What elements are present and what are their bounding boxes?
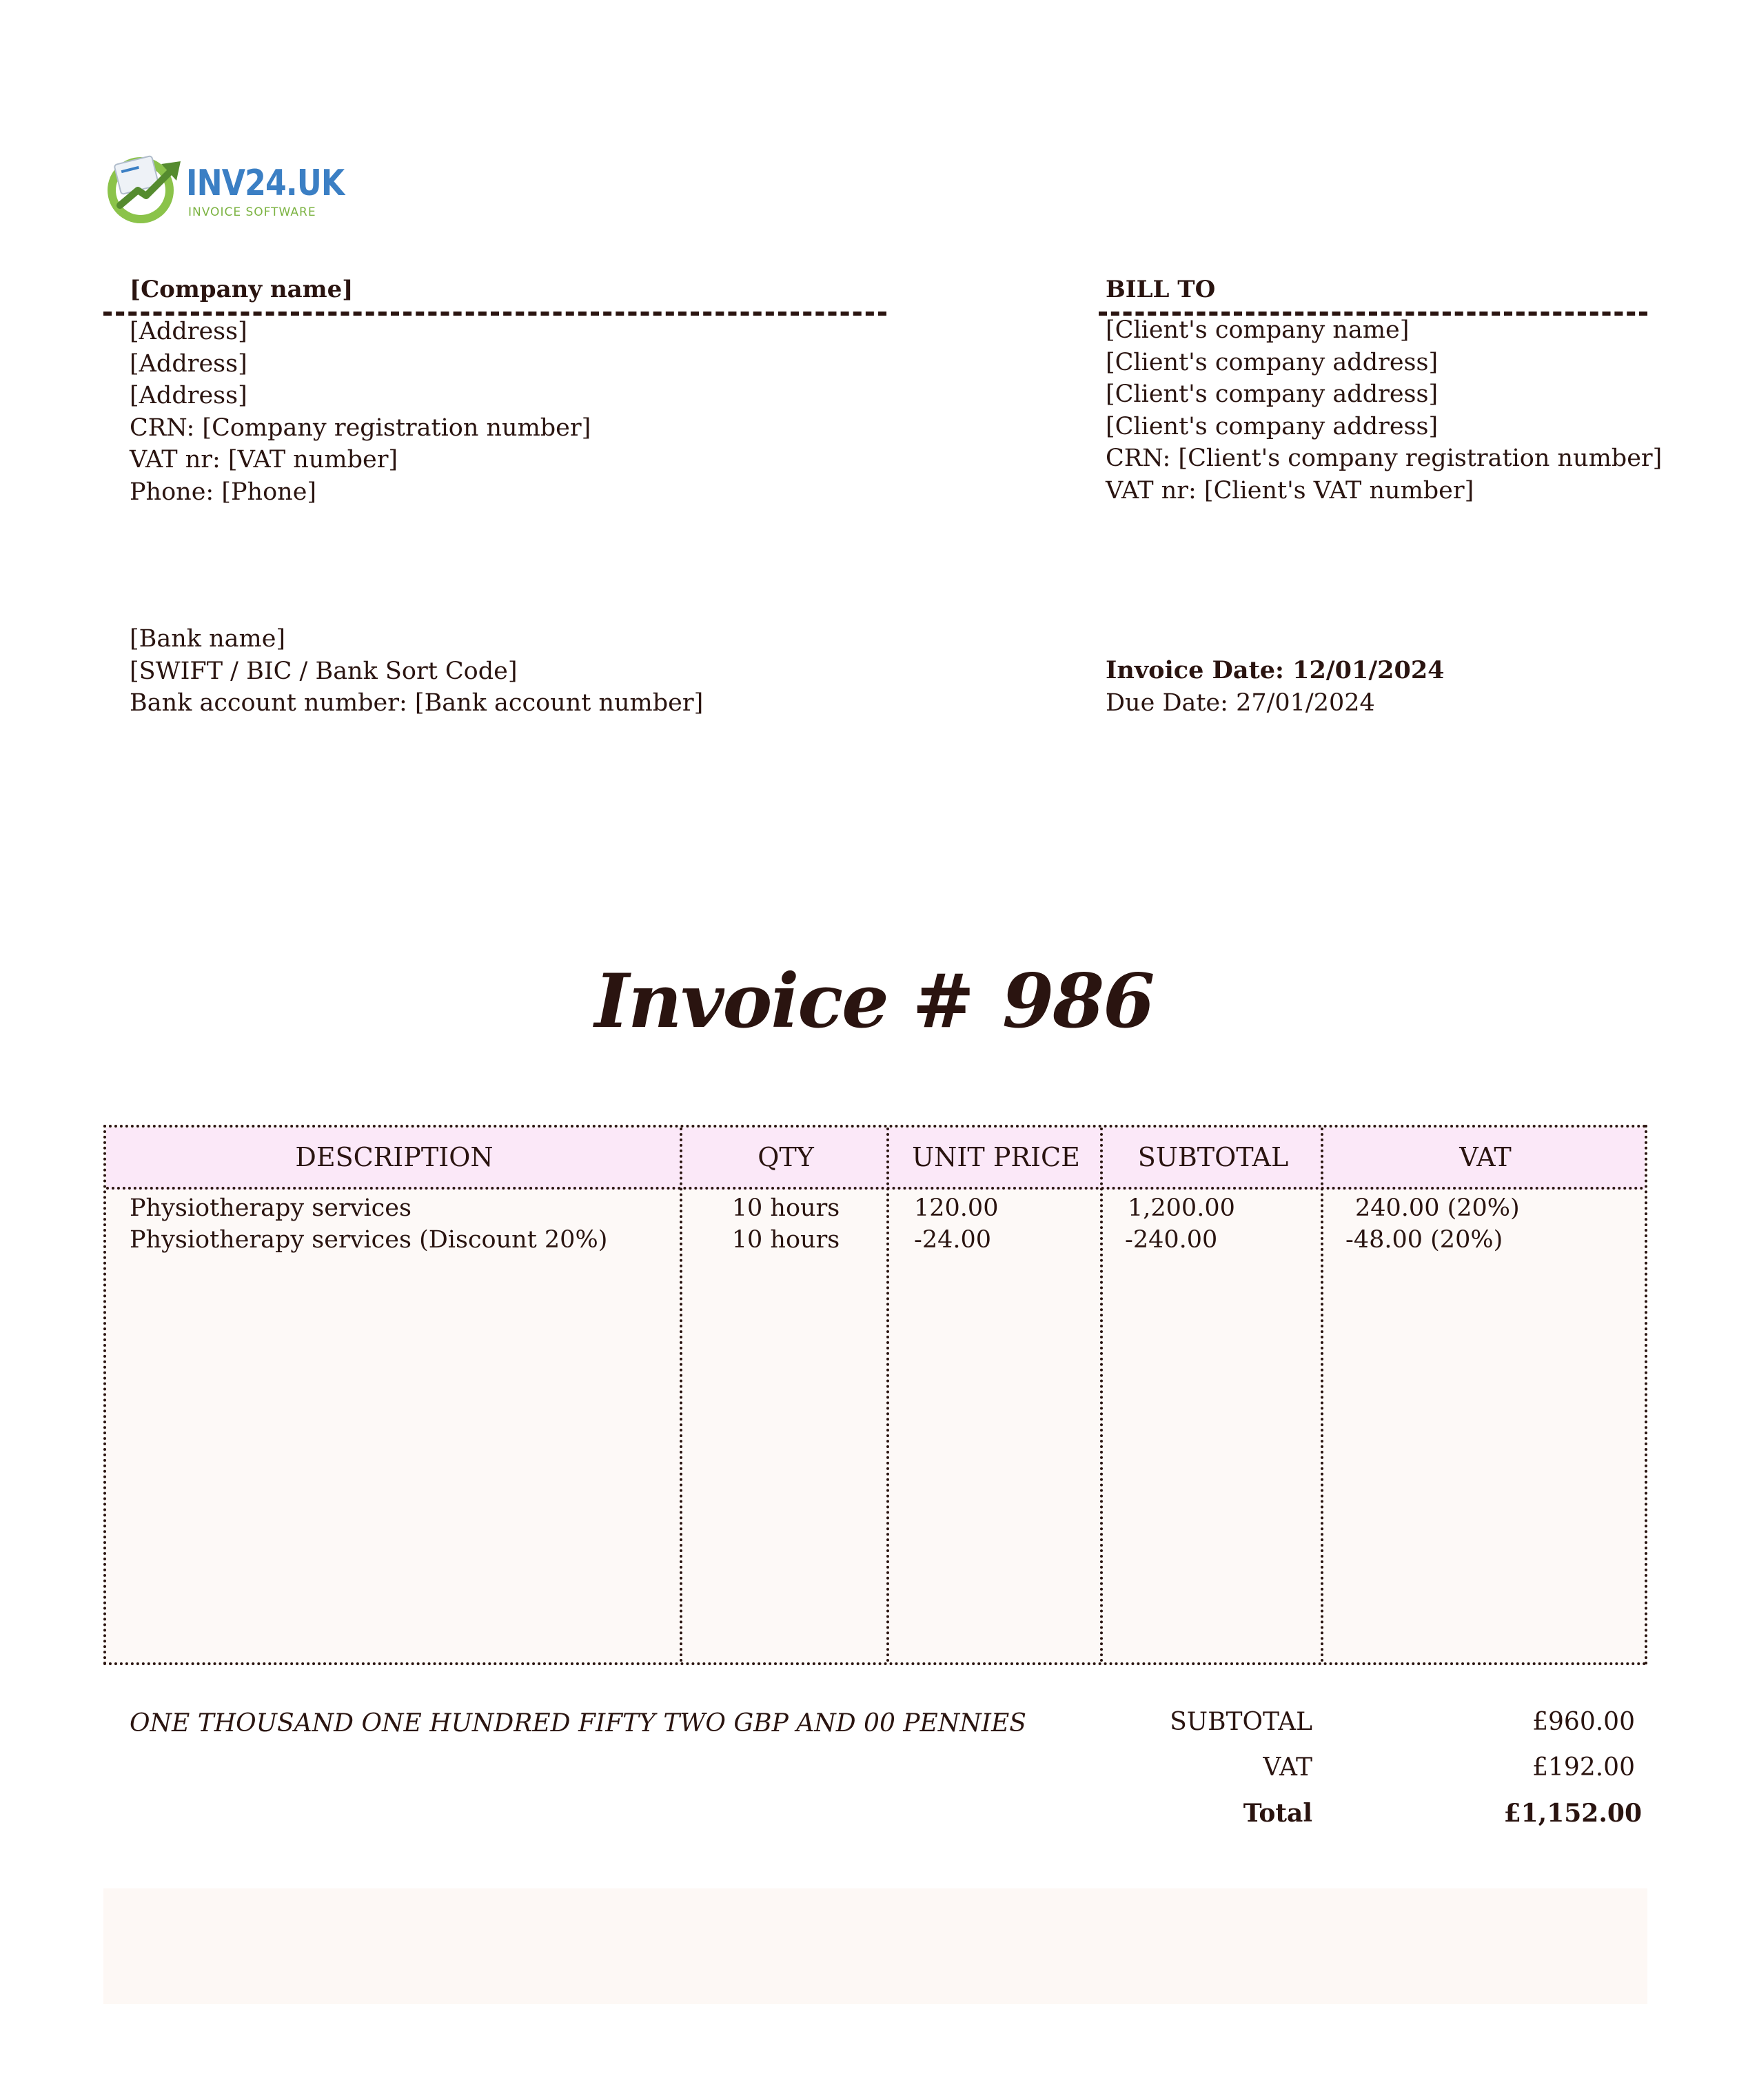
- footer-notes-area: [103, 1888, 1647, 2004]
- row-2-unit-price: -24.00: [914, 1226, 992, 1254]
- column-header-vat: VAT: [1459, 1142, 1512, 1172]
- seller-phone: Phone: [Phone]: [130, 478, 317, 506]
- invoice-number: 986: [1002, 958, 1154, 1045]
- client-crn: CRN: [Client's company registration number]: [1106, 445, 1663, 472]
- invoice-growth-logo-icon: [105, 150, 184, 226]
- row-1-unit-price: 120.00: [914, 1194, 999, 1222]
- subtotal-label: SUBTOTAL: [1170, 1708, 1312, 1736]
- column-header-subtotal: SUBTOTAL: [1137, 1142, 1289, 1172]
- row-2-vat: -48.00 (20%): [1345, 1226, 1503, 1254]
- logo-brand-text: INV24.UK: [186, 163, 345, 204]
- bank-account-number: Bank account number: [Bank account number]: [130, 689, 704, 717]
- invoice-title-label: Invoice #: [594, 958, 973, 1045]
- line-items-table: [103, 1125, 1647, 1665]
- client-company-name: [Client's company name]: [1106, 316, 1410, 344]
- seller-address-line-3: [Address]: [130, 382, 247, 409]
- seller-address-line-1: [Address]: [130, 318, 247, 345]
- invoice-title: [0, 958, 1748, 1045]
- logo-tagline: INVOICE SOFTWARE: [188, 205, 316, 219]
- bill-to-details: [1106, 314, 1662, 507]
- row-2-subtotal: -240.00: [1125, 1226, 1218, 1254]
- seller-crn: CRN: [Company registration number]: [130, 414, 591, 442]
- column-divider: [1100, 1128, 1103, 1662]
- row-1-description: Physiotherapy services: [130, 1194, 411, 1222]
- bank-details: [130, 623, 703, 720]
- vat-total-label: VAT: [1263, 1753, 1312, 1782]
- amount-in-words: ONE THOUSAND ONE HUNDRED FIFTY TWO GBP AND 00 PENNIES: [130, 1709, 1026, 1737]
- row-1-qty: 10 hours: [731, 1194, 840, 1222]
- seller-details: [130, 316, 591, 508]
- grand-total-value: £1,152.00: [1503, 1799, 1642, 1828]
- company-logo: [105, 150, 345, 226]
- column-header-unit-price: UNIT PRICE: [912, 1142, 1080, 1172]
- company-name-heading: [Company name]: [130, 276, 354, 303]
- seller-address-line-2: [Address]: [130, 349, 247, 378]
- client-address-line-3: [Client's company address]: [1106, 412, 1439, 440]
- table-header-row: [106, 1128, 1645, 1190]
- row-1-vat: 240.00 (20%): [1355, 1194, 1520, 1222]
- client-address-line-2: [Client's company address]: [1106, 380, 1439, 408]
- column-divider: [1321, 1128, 1323, 1662]
- subtotal-value: £960.00: [1532, 1708, 1635, 1736]
- client-address-line-1: [Client's company address]: [1106, 348, 1439, 376]
- row-2-description: Physiotherapy services (Discount 20%): [130, 1226, 608, 1254]
- column-header-description: DESCRIPTION: [295, 1142, 494, 1172]
- row-1-subtotal: 1,200.00: [1128, 1194, 1235, 1222]
- vat-total-value: £192.00: [1532, 1753, 1635, 1782]
- invoice-dates: [1106, 655, 1445, 719]
- row-2-qty: 10 hours: [731, 1226, 840, 1254]
- bank-name: [Bank name]: [130, 625, 286, 653]
- invoice-date: Invoice Date: 12/01/2024: [1106, 656, 1445, 684]
- due-date: Due Date: 27/01/2024: [1106, 689, 1375, 717]
- column-header-qty: QTY: [758, 1142, 814, 1172]
- grand-total-label: Total: [1243, 1799, 1312, 1828]
- seller-vat: VAT nr: [VAT number]: [130, 446, 398, 473]
- client-vat: VAT nr: [Client's VAT number]: [1106, 476, 1474, 504]
- bill-to-heading: BILL TO: [1106, 276, 1216, 303]
- bank-swift: [SWIFT / BIC / Bank Sort Code]: [130, 657, 518, 685]
